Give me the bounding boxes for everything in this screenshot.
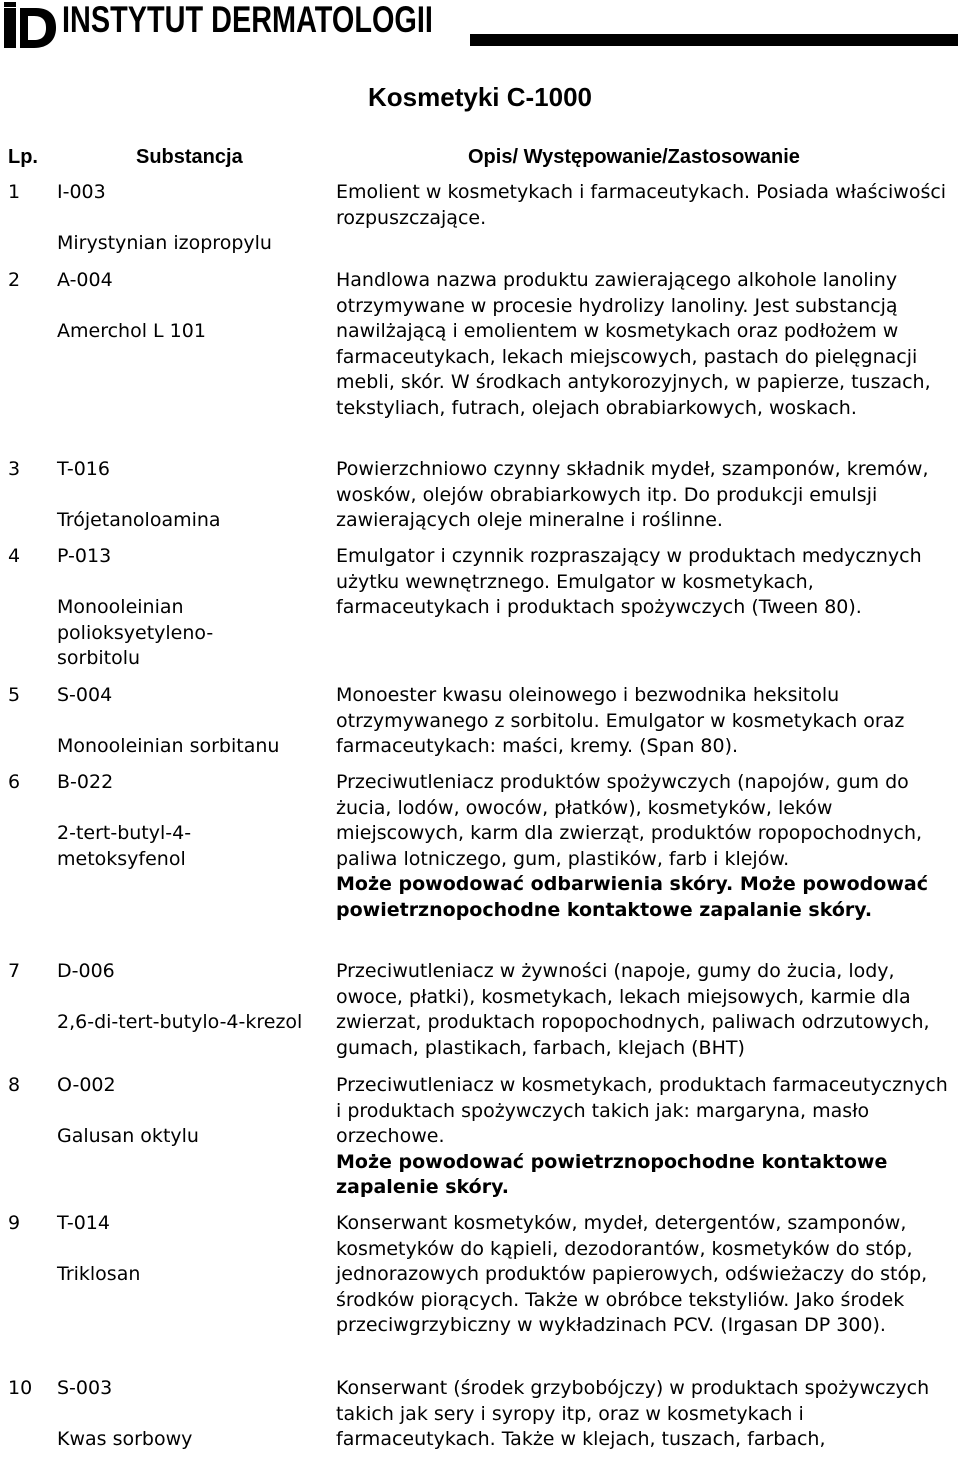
description-text: Emolient w kosmetykach i farmaceutykach. Posiada właściwości rozpuszczające. (336, 181, 947, 229)
substance-description (336, 268, 954, 421)
description-text: Handlowa nazwa produktu zawierającego alkohole lanoliny otrzymywane w procesie hydrolizy lanoliny. Jest substancją nawilżającą i emolientem w kosmetykach oraz podłożem w farmaceutykach, lekach miejscowych, pastach do pielęgnacji mebli, skór. W środkach antykorozyjnych, w papierze, tuszach, tekstyliach, futrach, olejach obrabiarkowych, woskach. (336, 269, 931, 419)
description-text: Konserwant kosmetyków, mydeł, detergentów, szamponów, kosmetyków do kąpieli, dezodorantów, kosmetyków do stóp, jednorazowych produktów papierowych, odświeżaczy do stóp, środków piorących. Także w obróbce tekstyliów. Jako środek przeciwgrzybiczny w wykładzinach PCV. (Irgasan DP 300). (336, 1212, 928, 1336)
row-number: 9 (8, 1212, 21, 1234)
substance-description (336, 770, 954, 923)
row-number: 7 (8, 960, 21, 982)
substance-code: P-013 (57, 545, 112, 567)
document-title: Kosmetyki C-1000 (368, 82, 592, 112)
substance-name: Monooleinian sorbitanu (57, 735, 280, 757)
row-number: 10 (8, 1377, 33, 1399)
description-text: Przeciwutleniacz w kosmetykach, produktach farmaceutycznych i produktach spożywczych takich jak: margaryna, masło orzechowe. (336, 1074, 948, 1147)
substance-name: 2,6-di-tert-butylo-4-krezol (57, 1011, 303, 1033)
substance-description (336, 683, 954, 760)
substance-description (336, 1073, 954, 1201)
column-header-substance: Substancja (136, 146, 243, 168)
header-rule (470, 34, 958, 46)
substance-description (336, 959, 954, 1061)
page-header (0, 0, 960, 52)
warning-text: Może powodować odbarwienia skóry. Może powodować powietrznopochodne kontaktowe zapalanie skóry. (336, 873, 928, 921)
row-number: 2 (8, 269, 21, 291)
substance-name: Kwas sorbowy (57, 1428, 193, 1450)
institute-logo-icon (2, 2, 58, 50)
substance-name: Galusan oktylu (57, 1125, 199, 1147)
substance-name: Mirystynian izopropylu (57, 232, 272, 254)
column-header-description: Opis/ Występowanie/Zastosowanie (468, 146, 800, 168)
substance-code: T-016 (57, 458, 110, 480)
substance-description (336, 1376, 954, 1453)
substance-description (336, 1211, 954, 1339)
substance-code: B-022 (57, 771, 114, 793)
row-number: 3 (8, 458, 21, 480)
substance-name: 2-tert-butyl-4-metoksyfenol (57, 822, 192, 870)
substance-code: I-003 (57, 181, 106, 203)
row-number: 5 (8, 684, 21, 706)
description-text: Powierzchniowo czynny składnik mydeł, szamponów, kremów, wosków, olejów obrabiarkowych itp. Do produkcji emulsji zawierających oleje mineralne i roślinne. (336, 458, 929, 531)
substance-description (336, 180, 954, 231)
description-text: Przeciwutleniacz produktów spożywczych (napojów, gum do żucia, lodów, owoców, płatków), kosmetyków, leków miejscowych, karm dla zwierząt, produktów ropopochodnych, paliwa lotniczego, gum, plastików, farb i klejów. (336, 771, 923, 870)
substance-description (336, 457, 954, 534)
row-number: 8 (8, 1074, 21, 1096)
description-text: Przeciwutleniacz w żywności (napoje, gumy do żucia, lody, owoce, płatki), kosmetykach, lekach miejsowych, karmie dla zwierzat, produktach ropopochodnych, paliwach odrzutowych, gumach, plastikach, farbach, klejach (BHT) (336, 960, 930, 1059)
substance-name: Monooleinian polioksyetyleno-sorbitolu (57, 596, 214, 669)
substance-code: S-003 (57, 1377, 113, 1399)
substance-code: O-002 (57, 1074, 116, 1096)
substance-name: Amerchol L 101 (57, 320, 206, 342)
substance-code: T-014 (57, 1212, 110, 1234)
description-text: Emulgator i czynnik rozpraszający w produktach medycznych użytku wewnętrznego. Emulgator w kosmetykach, farmaceutykach i produktach spożywczych (Tween 80). (336, 545, 922, 618)
column-header-lp: Lp. (8, 146, 38, 168)
substance-name: Trójetanoloamina (57, 509, 221, 531)
substance-description (336, 544, 954, 621)
substance-code: S-004 (57, 684, 113, 706)
row-number: 4 (8, 545, 21, 567)
substance-code: A-004 (57, 269, 113, 291)
warning-text: Może powodować powietrznopochodne kontaktowe zapalenie skóry. (336, 1150, 888, 1198)
table-header (0, 143, 960, 171)
substance-name: Triklosan (57, 1263, 141, 1285)
row-number: 6 (8, 771, 21, 793)
description-text: Monoester kwasu oleinowego i bezwodnika heksitolu otrzymywanego z sorbitolu. Emulgator w kosmetykach oraz farmaceutykach: maści, kremy. (Span 80). (336, 684, 905, 757)
organization-name: INSTYTUT DERMATOLOGII (62, 0, 433, 40)
row-number: 1 (8, 181, 21, 203)
substance-code: D-006 (57, 960, 115, 982)
description-text: Konserwant (środek grzybobójczy) w produktach spożywczych takich jak sery i syropy itp, oraz w kosmetykach i farmaceutykach. Także w klejach, tuszach, farbach, (336, 1377, 930, 1450)
